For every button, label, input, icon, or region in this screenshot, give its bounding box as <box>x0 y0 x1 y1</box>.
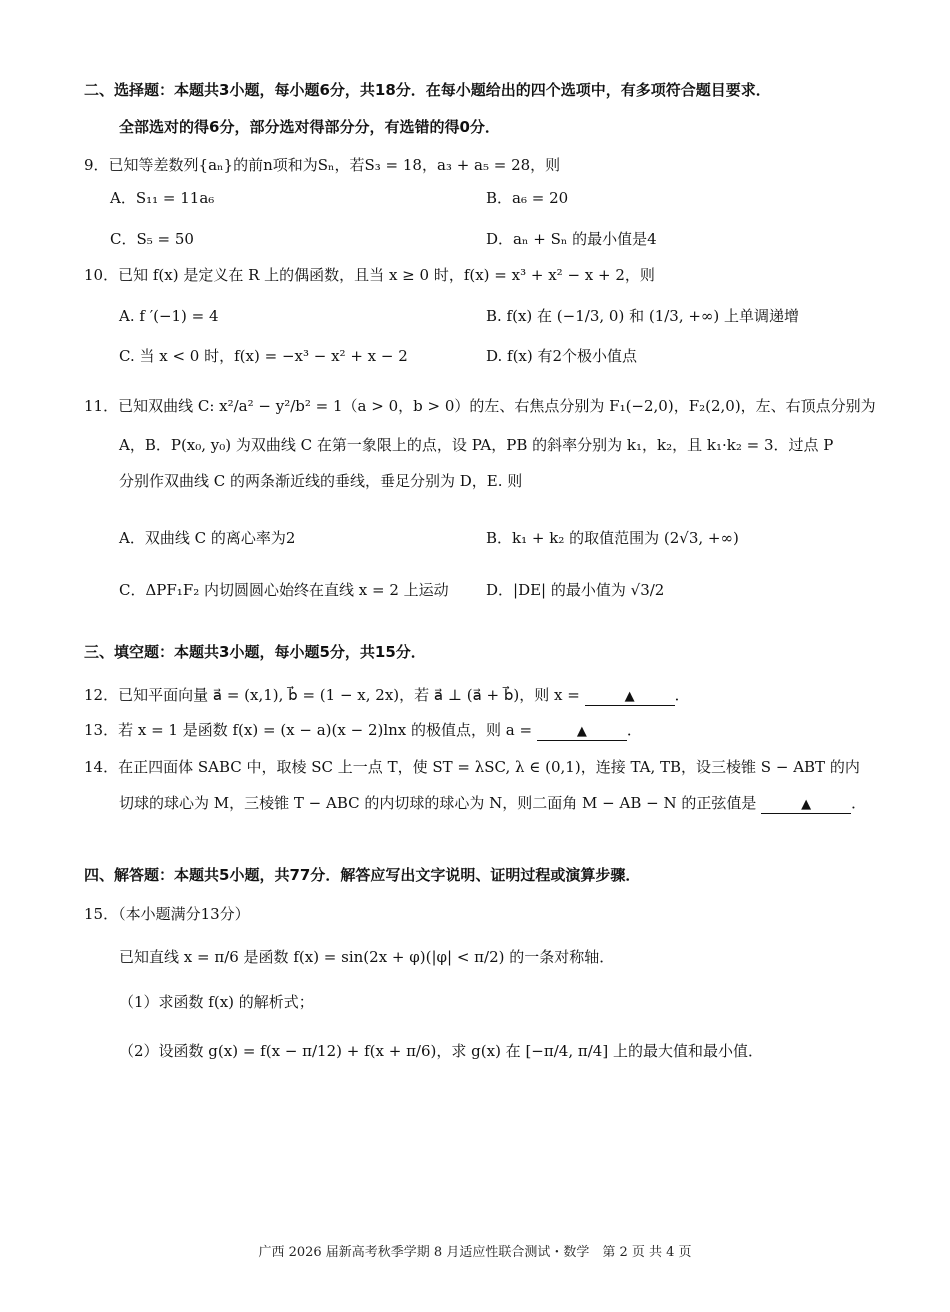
q10-option-a: A. f ′(−1) = 4 <box>119 307 219 325</box>
q10-option-c: C. 当 x < 0 时，f(x) = −x³ − x² + x − 2 <box>119 347 408 365</box>
q10-option-d: D. f(x) 有2个极小值点 <box>486 347 638 365</box>
section4-header: 四、解答题：本题共5小题，共77分．解答应写出文字说明、证明过程或演算步骤． <box>84 866 641 884</box>
q13-question <box>84 721 642 741</box>
q11-option-c: C．ΔPF₁F₂ 内切圆圆心始终在直线 x = 2 上运动 <box>119 581 449 599</box>
q12-question <box>84 686 690 706</box>
q15-part2: （2）设函数 g(x) = f(x − π/12) + f(x + π/6)，求 g(x) 在 [−π/4, π/4] 上的最大值和最小值． <box>119 1042 763 1060</box>
q12-answer-blank[interactable]: ▲ <box>585 689 675 706</box>
q12-end: ． <box>674 686 690 704</box>
q15-title: 15．（本小题满分13分） <box>84 905 250 923</box>
q9-option-b: B．a₆ = 20 <box>486 189 569 207</box>
q11-line2: A，B．P(x₀, y₀) 为双曲线 C 在第一象限上的点，设 PA，PB 的斜率分别为 k₁，k₂，且 k₁·k₂ = 3．过点 P <box>119 436 834 454</box>
q14-line2: 切球的球心为 M，三棱锥 T − ABC 的内切球的球心为 N，则二面角 M − AB − N 的正弦值是 <box>119 794 757 812</box>
q14-answer-blank[interactable]: ▲ <box>761 797 851 814</box>
q11-option-d: D．|DE| 的最小值为 √3/2 <box>486 581 665 599</box>
q11-option-a: A．双曲线 C 的离心率为2 <box>119 529 296 547</box>
q11-line1: 11．已知双曲线 C: x²/a² − y²/b² = 1（a > 0，b > 0）的左、右焦点分别为 F₁(−2,0)，F₂(2,0)，左、右顶点分别为 <box>84 397 876 415</box>
q13-answer-blank[interactable]: ▲ <box>537 724 627 741</box>
q15-stem: 已知直线 x = π/6 是函数 f(x) = sin(2x + φ)(|φ| < π/2) 的一条对称轴． <box>119 948 615 966</box>
q15-part1: （1）求函数 f(x) 的解析式； <box>119 993 314 1011</box>
q11-option-b: B．k₁ + k₂ 的取值范围为 (2√3, +∞) <box>486 529 739 547</box>
q10-option-b: B. f(x) 在 (−1/3, 0) 和 (1/3, +∞) 上单调递增 <box>486 307 800 325</box>
q14-line2-wrap <box>119 794 866 814</box>
q14-line1: 14．在正四面体 SABC 中，取棱 SC 上一点 T，使 ST = λSC, λ ∈ (0,1)，连接 TA, TB，设三棱锥 S − ABT 的内 <box>84 758 860 776</box>
section2-header-cont: 全部选对的得6分，部分选对得部分分，有选错的得0分． <box>119 118 500 136</box>
q9-option-c: C．S₅ = 50 <box>110 230 194 248</box>
q11-line3: 分别作双曲线 C 的两条渐近线的垂线，垂足分别为 D，E. 则 <box>119 472 523 490</box>
q13-end: ． <box>626 721 642 739</box>
q12-text: 12．已知平面向量 a⃗ = (x,1), b⃗ = (1 − x, 2x)，若 a⃗ ⊥ (a⃗ + b⃗)，则 x = <box>84 686 580 704</box>
q9-option-d: D．aₙ + Sₙ 的最小值是4 <box>486 230 657 248</box>
section2-header: 二、选择题：本题共3小题，每小题6分，共18分．在每小题给出的四个选项中，有多项符合题目要求． <box>84 81 771 99</box>
q9-option-a: A．S₁₁ = 11a₆ <box>110 189 215 207</box>
q9-stem: 9．已知等差数列{aₙ}的前n项和为Sₙ，若S₃ = 18，a₃ + a₅ = 28，则 <box>84 156 561 174</box>
section3-header: 三、填空题：本题共3小题，每小题5分，共15分． <box>84 643 426 661</box>
q10-stem: 10．已知 f(x) 是定义在 R 上的偶函数，且当 x ≥ 0 时，f(x) = x³ + x² − x + 2，则 <box>84 266 655 284</box>
page-footer: 广西 2026 届新高考秋季学期 8 月适应性联合测试・数学 第 2 页 共 4 页 <box>258 1245 692 1260</box>
q14-end: ． <box>851 794 867 812</box>
q13-text: 13．若 x = 1 是函数 f(x) = (x − a)(x − 2)lnx 的极值点，则 a = <box>84 721 533 739</box>
